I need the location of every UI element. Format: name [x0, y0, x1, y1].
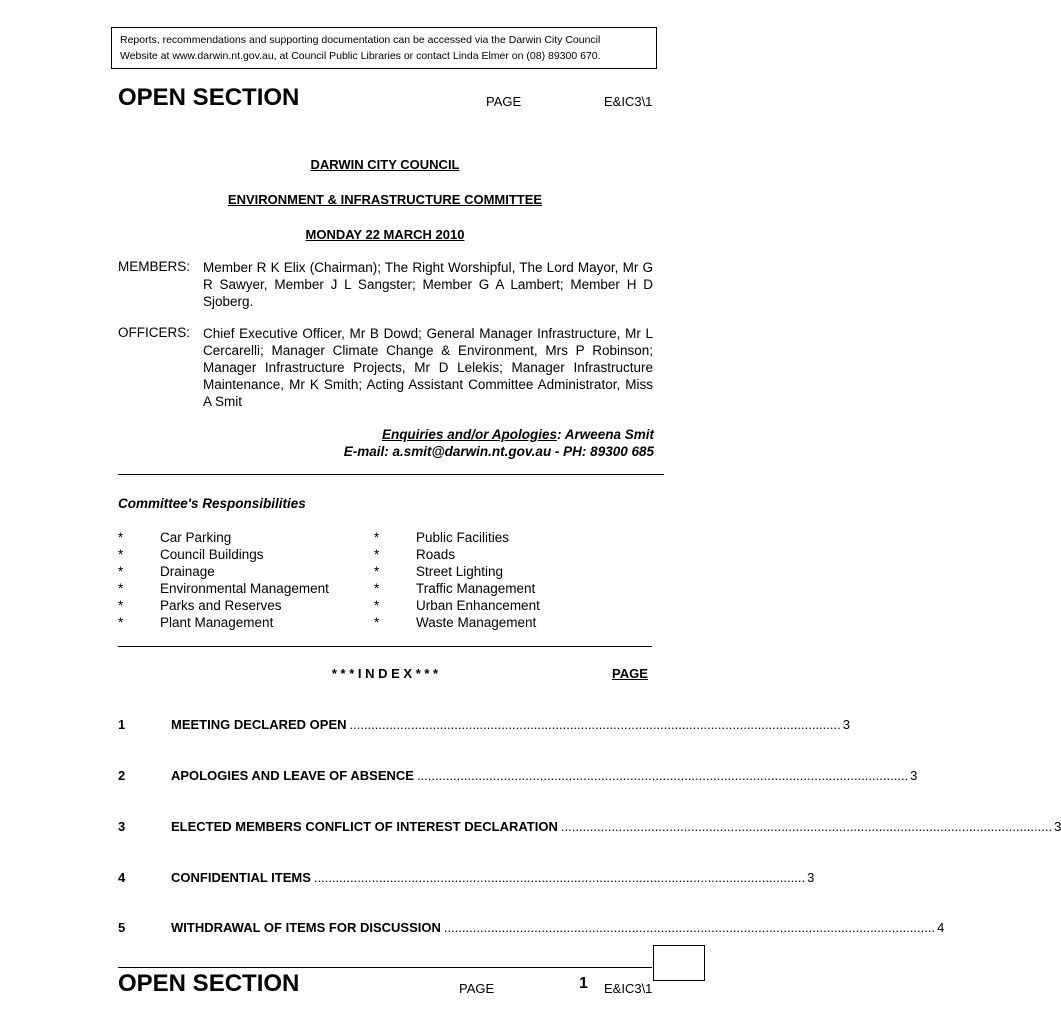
leader-dots: ........................................................................................................................................ [560, 819, 1053, 834]
index-item[interactable]: 4 CONFIDENTIAL ITEMS ........................................................................................................................................ 3 [118, 870, 815, 885]
list-item: * Environmental Management [118, 581, 329, 596]
list-item: * Traffic Management [374, 581, 536, 596]
footer-page-label: PAGE [459, 981, 495, 996]
list-item: * Council Buildings [118, 547, 264, 562]
footer-divider [118, 967, 652, 968]
footer-document-ref: E&IC3\1 [604, 981, 653, 996]
leader-dots: ........................................................................................................................................ [416, 768, 909, 783]
list-item: * Public Facilities [374, 530, 510, 545]
leader-dots: ........................................................................................................................................ [443, 920, 936, 935]
divider [118, 474, 664, 475]
council-name: DARWIN CITY COUNCIL [310, 157, 460, 172]
list-item: * Urban Enhancement [374, 598, 540, 613]
enquiries-name: : Arweena Smit [556, 427, 654, 442]
page-label: PAGE [486, 94, 522, 109]
responsibilities-left [118, 529, 329, 631]
notice-line-1: Reports, recommendations and supporting documentation can be accessed via the Darwin City Council [120, 34, 601, 46]
index-page-heading: PAGE [612, 666, 648, 681]
list-item: * Plant Management [118, 615, 274, 630]
members-label: MEMBERS: [118, 259, 191, 274]
footer-section-title: OPEN SECTION [118, 970, 300, 997]
document-ref: E&IC3\1 [604, 94, 653, 109]
list-item: * Parks and Reserves [118, 598, 282, 613]
leader-dots: ........................................................................................................................................ [349, 717, 841, 732]
enquiries-label: Enquiries and/or Apologies [381, 427, 557, 442]
enquiries-line [382, 427, 654, 442]
meeting-date: MONDAY 22 MARCH 2010 [305, 227, 465, 242]
notice-line-2: Website at www.darwin.nt.gov.au, at Council Public Libraries or contact Linda Elmer on (08) 89300 670. [120, 50, 601, 62]
list-item: * Roads [374, 547, 456, 562]
access-notice [111, 27, 657, 69]
list-item: * Drainage [118, 564, 215, 579]
section-title: OPEN SECTION [118, 84, 300, 111]
officers-list: Chief Executive Officer, Mr B Dowd; General Manager Infrastructure, Mr L Cercarelli; Manager Climate Change & Environment, Mrs P Robinson; Manager Infrastructure Projects, Mr D Lelekis; Manager Infrastructure Maintenance, Mr K Smith; Acting Assistant Committee Administrator, Miss A Smit [203, 326, 653, 409]
list-item: * Car Parking [118, 530, 232, 545]
index-item[interactable]: 2 APOLOGIES AND LEAVE OF ABSENCE ........................................................................................................................................ 3 [118, 768, 918, 783]
responsibilities-title: Committee's Responsibilities [118, 496, 306, 511]
enquiries-contact: E-mail: a.smit@darwin.nt.gov.au - PH: 89300 685 [343, 444, 654, 459]
footer-page-number: 1 [579, 975, 588, 992]
leader-dots: ........................................................................................................................................ [313, 870, 806, 885]
responsibilities-right [374, 529, 540, 631]
committee-name: ENVIRONMENT & INFRASTRUCTURE COMMITTEE [227, 192, 543, 207]
index-item[interactable]: 3 ELECTED MEMBERS CONFLICT OF INTEREST DECLARATION ........................................................................................................................................ 3 [118, 819, 1061, 834]
list-item: * Waste Management [374, 615, 537, 630]
members-list: Member R K Elix (Chairman); The Right Worshipful, The Lord Mayor, Mr G R Sawyer, Member J L Sangster; Member G A Lambert; Member H D Sjoberg. [203, 260, 653, 309]
list-item: * Street Lighting [374, 564, 504, 579]
divider [118, 646, 652, 647]
officers-label: OFFICERS: [118, 325, 191, 340]
index-heading: * * * I N D E X * * * [331, 666, 439, 681]
index-item[interactable]: 5 WITHDRAWAL OF ITEMS FOR DISCUSSION ........................................................................................................................................ 4 [118, 920, 945, 935]
footer-box [653, 945, 705, 981]
index-item[interactable]: 1 MEETING DECLARED OPEN ........................................................................................................................................ 3 [118, 717, 850, 732]
